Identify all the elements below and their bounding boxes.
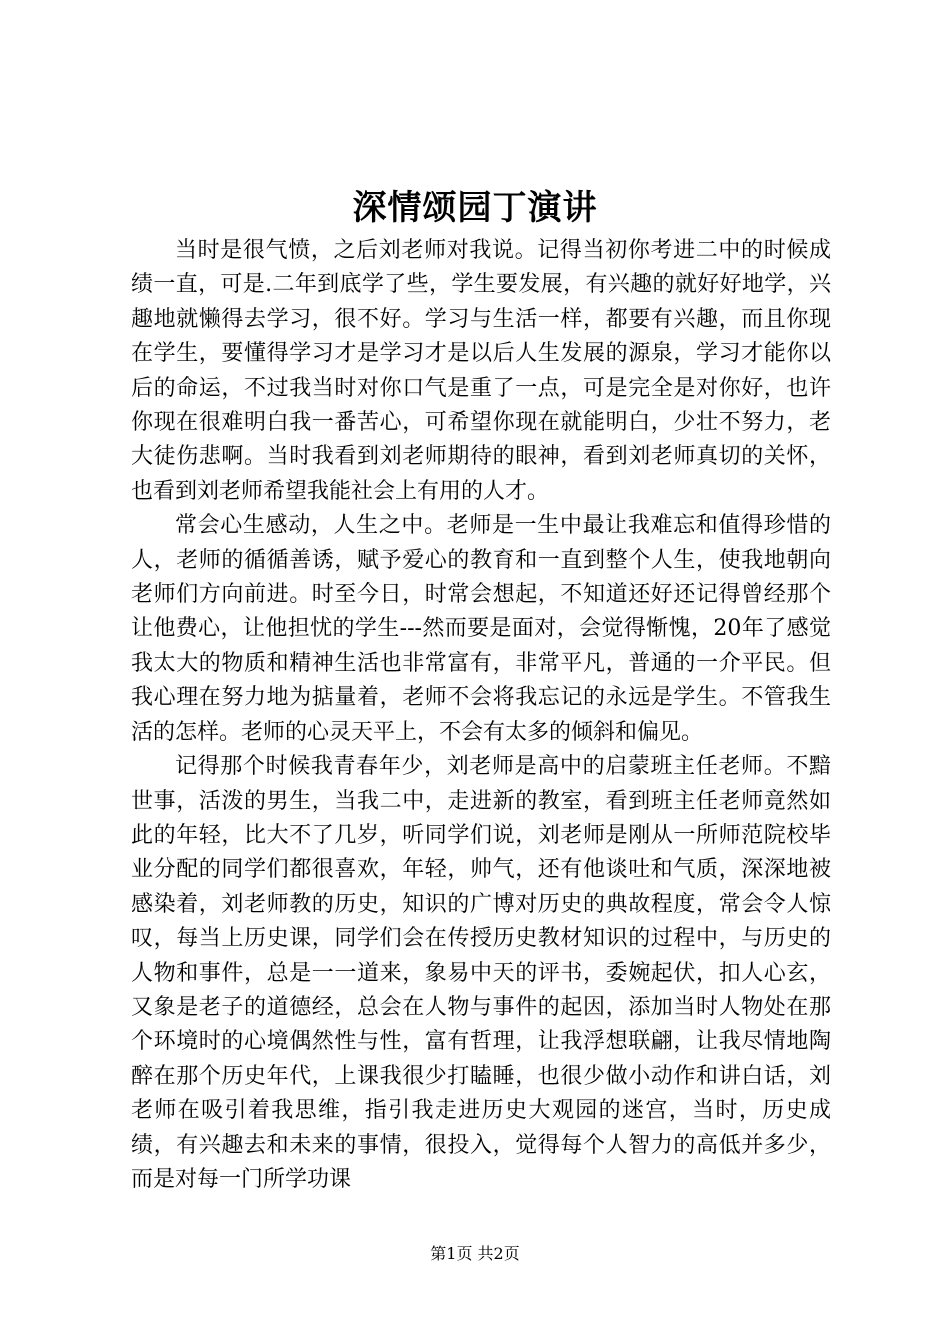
- paragraph: 常会心生感动，人生之中。老师是一生中最让我难忘和值得珍惜的人，老师的循循善诱，赋予爱心的教育和一直到整个人生，使我地朝向老师们方向前进。时至今日，时常会想起，不知道还好还记得曾经那个让他费心，让他担忧的学生---然而要是面对，会觉得惭愧，20年了感觉我太大的物质和精神生活也非常富有，非常平凡，普通的一介平民。但我心理在努力地为掂量着，老师不会将我忘记的永远是学生。不管我生活的怎样。老师的心灵天平上，不会有太多的倾斜和偏见。: [131, 513, 831, 745]
- paragraph: 当时是很气愤，之后刘老师对我说。记得当初你考进二中的时候成绩一直，可是.二年到底学了些，学生要发展，有兴趣的就好好地学，兴趣地就懒得去学习，很不好。学习与生活一样，都要有兴趣，而且你现在学生，要懂得学习才是学习才是以后人生发展的源泉，学习才能你以后的命运，不过我当时对你口气是重了一点，可是完全是对你好，也许你现在很难明白我一番苦心，可希望你现在就能明白，少壮不努力，老大徒伤悲啊。当时我看到刘老师期待的眼神，看到刘老师真切的关怀，也看到刘老师希望我能社会上有用的人才。: [131, 238, 831, 504]
- page-number-footer: 第1页 共2页: [430, 1244, 520, 1263]
- paragraph: 记得那个时候我青春年少，刘老师是高中的启蒙班主任老师。不黯世事，活泼的男生，当我二中，走进新的教室，看到班主任老师竟然如此的年轻，比大不了几岁，听同学们说，刘老师是刚从一所师范院校毕业分配的同学们都很喜欢，年轻，帅气，还有他谈吐和气质，深深地被感染着，刘老师教的历史，知识的广博对历史的典故程度，常会令人惊叹，每当上历史课，同学们会在传授历史教材知识的过程中，与历史的人物和事件，总是一一道来，象易中天的评书，委婉起伏，扣人心玄，又象是老子的道德经，总会在人物与事件的起因，添加当时人物处在那个环境时的心境偶然性与性，富有哲理，让我浮想联翩，让我尽情地陶醉在那个历史年代，上课我很少打瞌睡，也很少做小动作和讲白话，刘老师在吸引着我思维，指引我走进历史大观园的迷宫，当时，历史成绩，有兴趣去和未来的事情，很投入，觉得每个人智力的高低并多少，而是对每一门所学功课: [131, 754, 831, 1192]
- document-title: 深情颂园丁演讲: [352, 188, 598, 228]
- document-body: [131, 234, 831, 1197]
